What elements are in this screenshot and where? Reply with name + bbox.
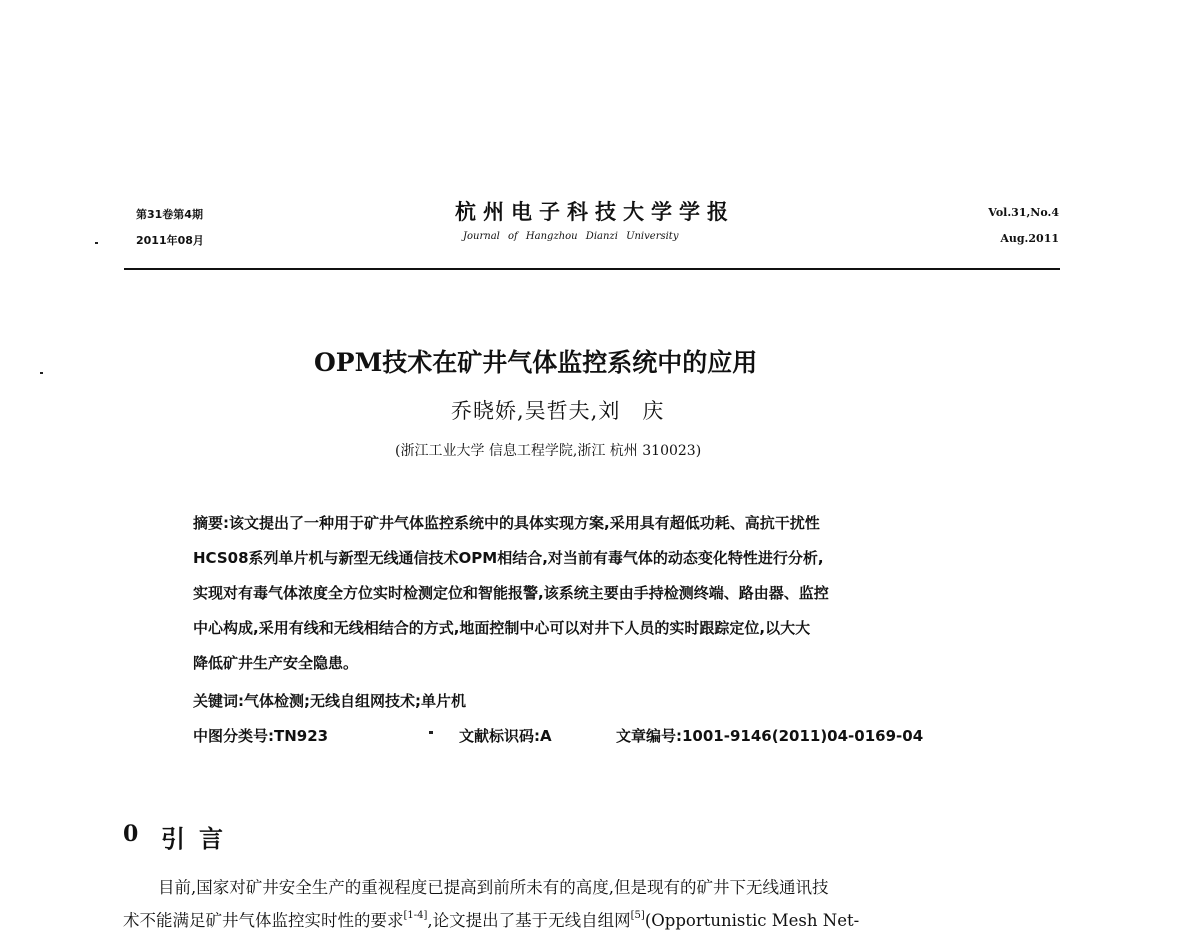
article-no-value: 1001-9146(2011)04-0169-04 <box>682 727 924 745</box>
scan-speck <box>40 372 43 374</box>
keywords-text: 气体检测;无线自组网技术;单片机 <box>244 692 466 710</box>
journal-title-en: Journal of Hangzhou Dianzi University <box>463 231 679 242</box>
paper-authors: 乔晓娇,吴哲夫,刘 庆 <box>451 399 665 423</box>
citation-5: [5] <box>630 910 645 921</box>
paper-affiliation: (浙江工业大学 信息工程学院,浙江 杭州 310023) <box>395 443 702 459</box>
scan-speck <box>95 242 98 244</box>
journal-title-cn: 杭州电子科技大学学报 <box>455 199 735 224</box>
doc-code-value: A <box>540 727 552 745</box>
keywords-line <box>193 690 466 711</box>
clc-line <box>193 725 328 746</box>
body-line-2-pre: 术不能满足矿井气体监控实时性的要求 <box>123 911 404 930</box>
article-no-label: 文章编号: <box>616 727 682 745</box>
doc-code-label: 文献标识码: <box>459 727 540 745</box>
scan-speck <box>429 731 433 734</box>
clc-label: 中图分类号: <box>193 727 274 745</box>
header-rule <box>124 268 1060 270</box>
abstract-label: 摘要: <box>193 514 229 532</box>
date-cn: 2011年08月 <box>136 234 204 247</box>
body-line-2-post: (Opportunistic Mesh Net- <box>644 911 860 930</box>
abstract-text: 该文提出了一种用于矿井气体监控系统中的具体实现方案,采用具有超低功耗、高抗干扰性 <box>229 514 820 532</box>
issue-en: Vol.31,No.4 <box>988 206 1059 219</box>
date-en: Aug.2011 <box>1000 232 1059 245</box>
abstract-line-1 <box>193 512 820 533</box>
section-number: 0 <box>123 821 139 847</box>
body-line-2 <box>123 907 859 931</box>
body-line-2-mid: ,论文提出了基于无线自组网 <box>427 911 631 930</box>
article-no-line <box>616 725 923 746</box>
abstract-line-2: HCS08系列单片机与新型无线通信技术OPM相结合,对当前有毒气体的动态变化特性进行分析, <box>193 549 824 567</box>
keywords-label: 关键词: <box>193 692 244 710</box>
section-title: 引言 <box>161 825 237 853</box>
issue-cn: 第31卷第4期 <box>136 208 203 221</box>
abstract-line-3: 实现对有毒气体浓度全方位实时检测定位和智能报警,该系统主要由手持检测终端、路由器、监控 <box>193 584 829 602</box>
citation-1-4: [1-4] <box>403 910 428 921</box>
clc-value: TN923 <box>274 727 329 745</box>
paper-title: OPM技术在矿井气体监控系统中的应用 <box>314 348 758 377</box>
body-line-1: 目前,国家对矿井安全生产的重视程度已提高到前所未有的高度,但是现有的矿井下无线通讯技 <box>158 878 829 897</box>
abstract-line-5: 降低矿井生产安全隐患。 <box>193 654 359 672</box>
doc-code-line <box>459 725 552 746</box>
abstract-line-4: 中心构成,采用有线和无线相结合的方式,地面控制中心可以对井下人员的实时跟踪定位,以大大 <box>193 619 811 637</box>
